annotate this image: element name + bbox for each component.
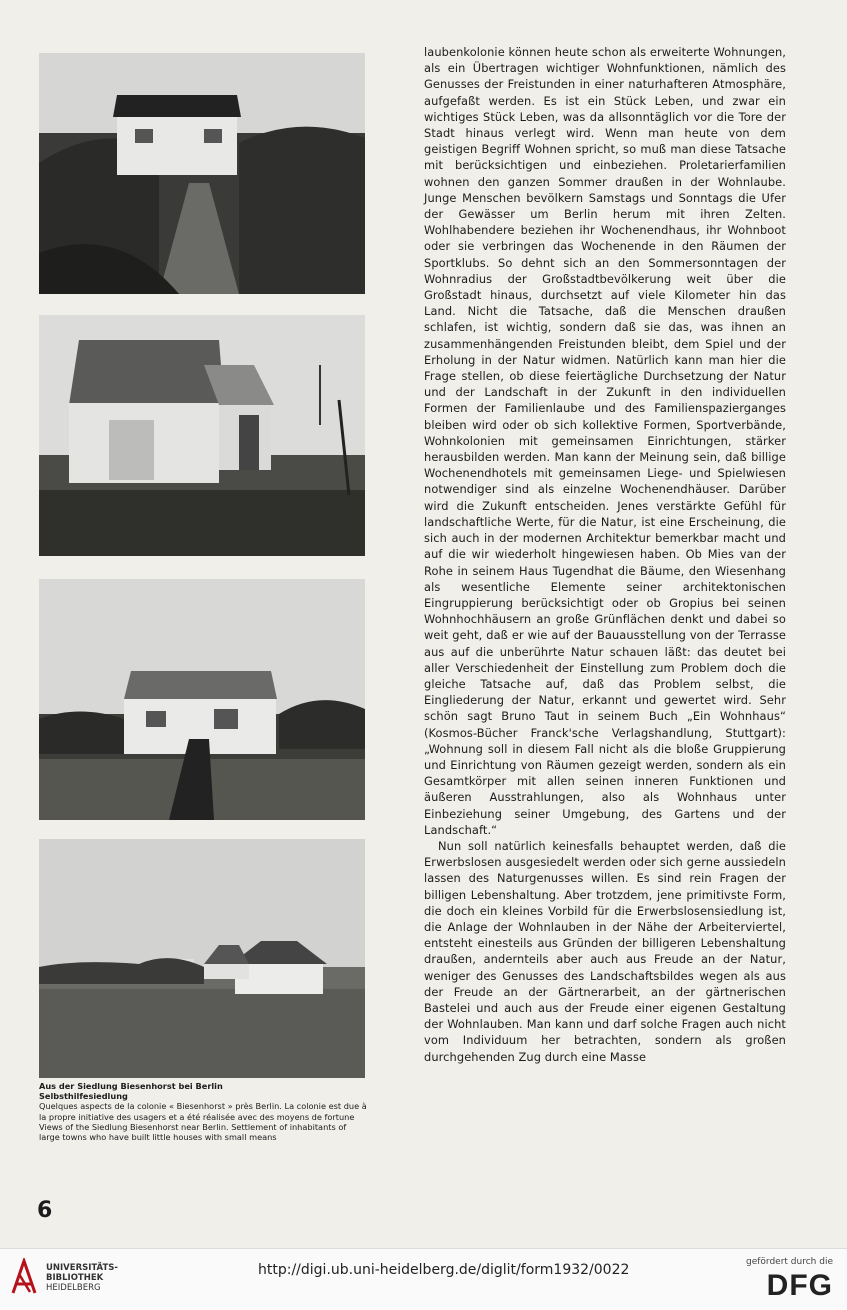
caption-french: Quelques aspects de la colonie « Biesenhorst » près Berlin. La colonie est due à la propre initiative des usagers et a été réalisée avec des moyens de fortune [39,1101,367,1122]
photo-white-house-shed [39,315,365,556]
source-url-link[interactable]: http://digi.ub.uni-heidelberg.de/diglit/form1932/0022 [258,1262,630,1278]
photo-garden-hut [39,53,365,294]
library-line-2: BIBLIOTHEK [46,1273,104,1283]
library-name [46,1263,118,1293]
caption-english: Views of the Siedlung Biesenhorst near Berlin. Settlement of inhabitants of large towns who have built little houses with small means [39,1121,347,1143]
body-paragraph-1: laubenkolonie können heute schon als erweiterte Wohnungen, als ein Übertragen wichtiger Wohnfunktionen, nämlich des Genusses der Freistunden in einer naturhafteren Atmosphäre, aufgefaßt werden. Es ist ein Stück Leben, und zwar ein wichtiges Stück Leben, was da allsonntäglich vor die Tore der Stadt hinaus verlegt wird. Wenn man heute von dem geistigen Begriff Wohnen spricht, so muß man diese Tatsache mit berücksichtigen und einbeziehen. Proletarierfamilien wohnen den ganzen Sommer draußen in der Wohnlaube. Junge Menschen bevölkern Samstags und Sonntags die Ufer der Gewässer um Berlin herum mit ihren Zelten. Wohlhabendere beziehen ihr Wochenendhaus, ihr Wohnboot oder sie verbringen das Wochenende in den Räumen der Sportklubs. So dehnt sich an den Sommersonntagen der Wohnradius der Großstadtbevölkerung weit über die Großstadt hinaus, durchsetzt auf viele Kilometer hin das Land. Nicht die Tatsache, daß die Menschen draußen schlafen, ist wichtig, sondern daß sie das, was ihnen an zusammenhängenden Freistunden bleibt, dem Spiel und der Erholung in der Natur widmen. Natürlich kann man hier die Frage stellen, ob diese feiertägliche Durchsetzung der Natur und der Landschaft in der Zukunft in den individuellen Formen der Familienlaube und des Familienspazierganges bleiben wird oder ob sich kollektive Formen, Sportverbände, Wohnkolonien mit gemeinsamen Einrichtungen, stärker herausbilden werden. Man kann der Meinung sein, daß billige Wochenendhotels mit gemeinsamen Liege- und Spielwiesen notwendiger sind als einzelne Wochenendhäuser. Darüber wird die Zukunft entscheiden. Jenes verstärkte Gefühl für landschaftliche Werte, für die Natur, ist eine Erscheinung, die sich auch in der modernen Architektur bemerkbar macht und auf die wir wiederholt hingewiesen haben. Ob Mies van der Rohe in seinem Haus Tugendhat die Bäume, den Wiesenhang als wesentliche Elemente seiner architektonischen Eingruppierung berücksichtigt oder ob Gropius bei seinen Wohnhochhäusern an große Grünflächen denkt und dabei so weit geht, daß er wie auf der Bauausstellung von der Terrasse aus auf die unberührte Natur schauen läßt: das deutet bei aller Verschiedenheit der Einstellung zum Problem doch die gleiche Tatsache auf, daß das Problem selbst, die Eingliederung der Natur, erkannt und gewertet wird. Sehr schön sagt Bruno Taut in seinem Buch „Ein Wohnhaus“ (Kosmos-Bücher Franck'sche Verlagshandlung, Stuttgart): „Wohnung soll in diesem Fall nicht als die bloße Gruppierung und Einrichtung von Räumen gezeigt werden, sondern als ein Gesamtkörper mit allen seinen inneren Funktionen und äußeren Ausstrahlungen, also als Wohnhaus unter Einbeziehung seiner Umgebung, des Gartens und der Landschaft.“ [424,45,786,837]
article-body [424,44,786,1065]
dfg-logo: DFG [766,1269,833,1302]
photo-white-house-garden [39,579,365,820]
sponsor-label: gefördert durch die [746,1257,833,1267]
caption-title: Aus der Siedlung Biesenhorst bei Berlin [39,1081,223,1091]
library-line-3: HEIDELBERG [46,1283,101,1293]
library-line-1: UNIVERSITÄTS- [46,1263,118,1273]
caption-subtitle: Selbsthilfesiedlung [39,1091,128,1102]
body-paragraph-2: Nun soll natürlich keinesfalls behauptet werden, daß die Erwerbslosen ausgesiedelt werden oder sich gerne aussiedeln lassen des Naturgenusses willen. Es sind rein Fragen der billigen Lebenshaltung. Aber trotzdem, jene primitivste Form, die doch ein kleines Vorbild für die Erwerbslosensiedlung ist, die Anlage der Wohnlauben in der Nähe der Arbeiterviertel, entsteht einesteils aus Gründen der billigeren Lebenshaltung draußen, andernteils aber auch aus Freude an der Natur, weniger des Genusses des Landschaftsbildes wegen als aus der Freude an der Gärtnerarbeit, an der gärtnerischen Bastelei und auch aus der Freude einer eigenen Gestaltung der Wohnlauben. Man kann und darf solche Fragen auch nicht vom Individuum her betrachten, sondern als großen durchgehenden Zug durch eine Masse [424,838,786,1064]
photo-caption [39,1081,369,1142]
page-number: 6 [37,1198,53,1223]
library-logo-icon [10,1258,38,1296]
photo-settlement-meadow [39,839,365,1078]
footer-bar [0,1248,847,1310]
